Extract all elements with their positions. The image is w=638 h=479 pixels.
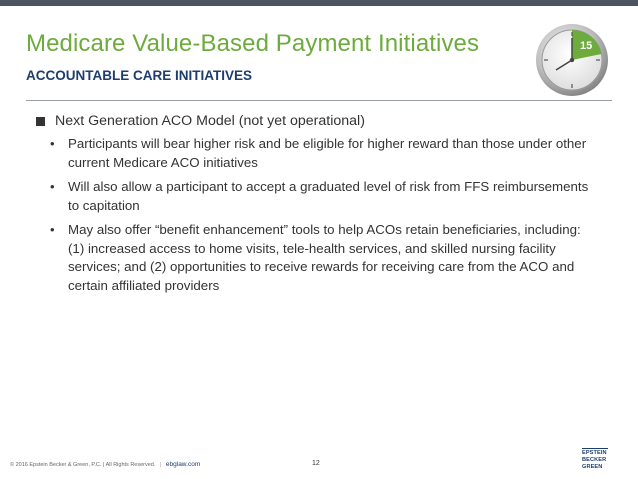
slide-subtitle: ACCOUNTABLE CARE INITIATIVES bbox=[26, 68, 252, 83]
logo-line-2: BECKER bbox=[582, 457, 607, 463]
footer bbox=[10, 461, 200, 468]
main-bullet bbox=[34, 112, 594, 131]
sub-bullet-text: Participants will bear higher risk and be eligible for higher reward than those under other current Medicare ACO initiatives bbox=[68, 136, 587, 170]
sub-bullet bbox=[50, 178, 594, 215]
logo-line-1: EPSTEIN bbox=[582, 450, 607, 456]
footer-separator: | bbox=[159, 462, 162, 468]
footer-website-link[interactable]: ebglaw.com bbox=[165, 461, 201, 468]
sub-bullet-text: Will also allow a participant to accept a graduated level of risk from FFS reimbursements to capitation bbox=[68, 179, 589, 213]
footer-copyright: © 2016 Epstein Becker & Green, P.C. | All Rights Reserved. bbox=[10, 462, 156, 468]
sub-bullet bbox=[50, 135, 594, 172]
page-number: 12 bbox=[312, 460, 320, 467]
main-bullet-text: Next Generation ACO Model (not yet operational) bbox=[55, 113, 365, 129]
logo-line-3: GREEN bbox=[582, 464, 603, 470]
sub-bullet-list bbox=[34, 135, 594, 295]
bullet-dot-icon: • bbox=[50, 179, 55, 194]
square-bullet-icon bbox=[36, 117, 45, 126]
slide-body bbox=[34, 112, 594, 301]
bullet-dot-icon: • bbox=[50, 222, 55, 237]
clock-number: 15 bbox=[580, 40, 593, 52]
top-band bbox=[0, 0, 638, 6]
sub-bullet bbox=[50, 221, 594, 295]
firm-logo bbox=[582, 448, 608, 471]
slide-title: Medicare Value-Based Payment Initiatives bbox=[26, 30, 480, 57]
sub-bullet-text: May also offer “benefit enhancement” tools to help ACOs retain beneficiaries, including: (1) increased access to home visits, tele-health services, and skilled nursing facility services; and (2) opportunities to receive rewards for receiving care from the ACO and certain affiliated providers bbox=[68, 222, 581, 293]
stopwatch-icon bbox=[532, 18, 612, 98]
title-divider bbox=[26, 100, 612, 101]
bullet-dot-icon: • bbox=[50, 136, 55, 151]
